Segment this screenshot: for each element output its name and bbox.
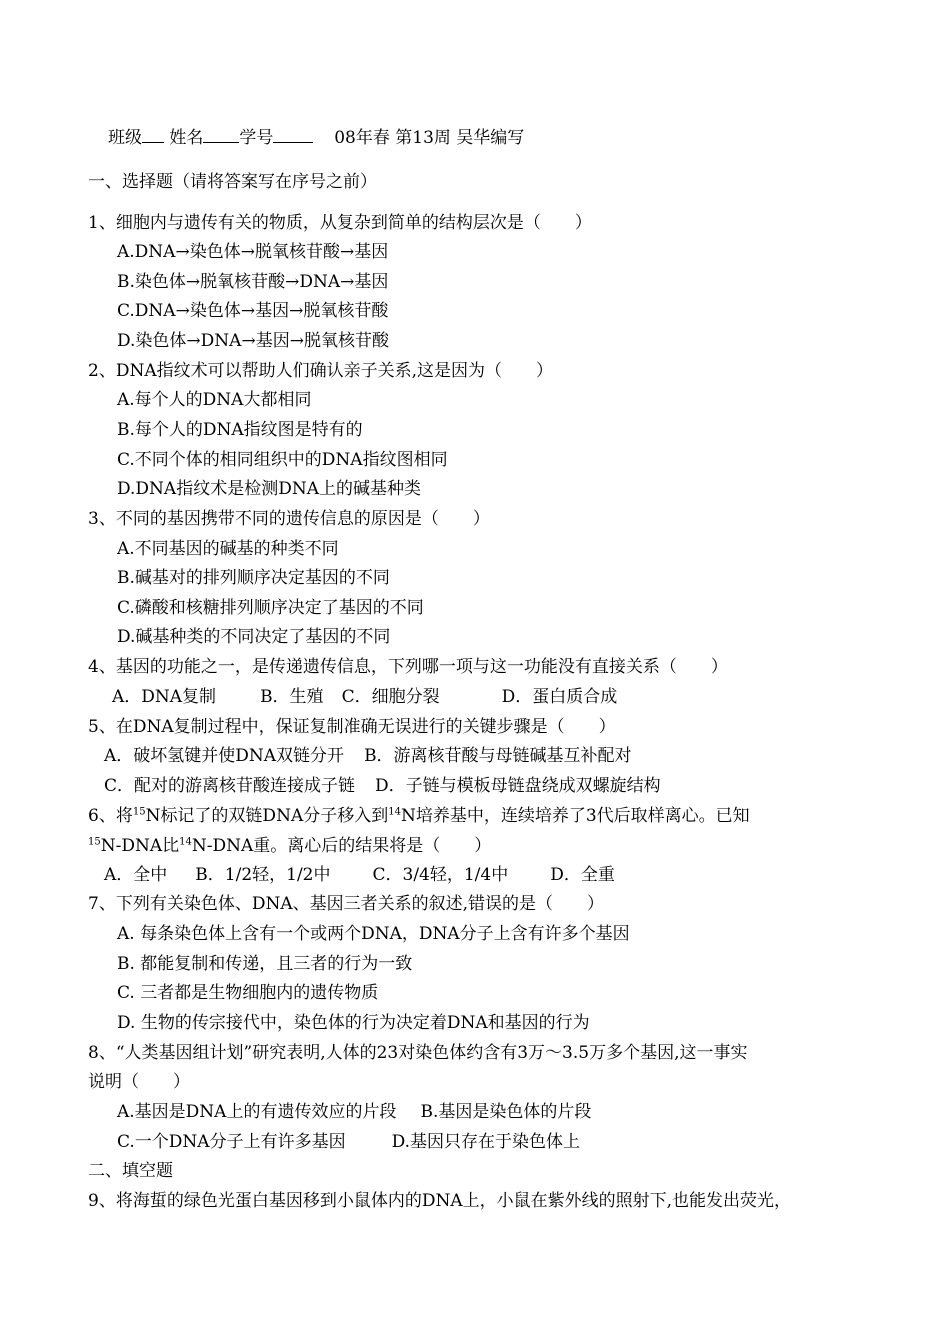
question-7-option-d: D. 生物的传宗接代中，染色体的行为决定着DNA和基因的行为: [117, 1013, 590, 1033]
question-6-stem-line-2: [88, 835, 491, 857]
question-8-option-a: A.基因是DNA上的有遗传效应的片段: [117, 1102, 397, 1122]
question-6-option-b: B．1/2轻，1/2中: [195, 865, 331, 885]
question-5-option-b: B．游离核苷酸与母链碱基互补配对: [364, 746, 632, 766]
id-blank[interactable]: [273, 126, 313, 143]
question-6-stem-line-1: [88, 805, 750, 827]
question-6-option-d: D．全重: [550, 865, 615, 885]
question-6-option-a: A．全中: [104, 865, 168, 885]
question-3-option-b: B.碱基对的排列顺序决定基因的不同: [117, 568, 390, 588]
isotope-superscript: 15: [132, 806, 146, 818]
header-line: [108, 126, 524, 149]
question-4-option-a: A．DNA复制: [112, 687, 217, 707]
question-8-option-c: C.一个DNA分子上有许多基因: [117, 1132, 346, 1152]
question-4-option-d: D．蛋白质合成: [501, 687, 618, 707]
question-6-text: 6、将: [88, 806, 133, 826]
question-2-option-a: A.每个人的DNA大都相同: [117, 390, 312, 410]
question-7-option-c: C. 三者都是生物细胞内的遗传物质: [117, 983, 379, 1003]
question-1-stem: 1、细胞内与遗传有关的物质，从复杂到简单的结构层次是（ ）: [88, 213, 592, 233]
question-7-stem: 7、下列有关染色体、DNA、基因三者关系的叙述,错误的是（ ）: [88, 894, 605, 914]
question-3-option-c: C.磷酸和核糖排列顺序决定了基因的不同: [117, 598, 424, 618]
question-8-options-row-2: [117, 1131, 580, 1153]
question-1-option-b: B.染色体→脱氧核苷酸→DNA→基因: [117, 272, 389, 292]
question-5-option-a: A．破坏氢键并使DNA双链分开: [104, 746, 345, 766]
question-9-stem: 9、将海蜇的绿色光蛋白基因移到小鼠体内的DNA上，小鼠在紫外线的照射下,也能发出荧光，: [88, 1191, 791, 1211]
question-6-option-c: C．3/4轻，1/4中: [372, 865, 509, 885]
name-label: 姓名: [169, 128, 204, 148]
question-3-option-a: A.不同基因的碱基的种类不同: [117, 539, 339, 559]
question-1-option-a: A.DNA→染色体→脱氧核苷酸→基因: [117, 242, 389, 262]
question-5-options-row-1: [104, 745, 632, 767]
question-8-stem-line-2: 说明（ ）: [88, 1072, 190, 1092]
question-2-option-d: D.DNA指纹术是检测DNA上的碱基种类: [117, 479, 421, 499]
question-5-options-row-2: [104, 775, 661, 797]
question-8-options-row-1: [117, 1101, 591, 1123]
question-5-option-d: D．子链与模板母链盘绕成双螺旋结构: [375, 776, 661, 796]
id-label: 学号: [239, 128, 274, 148]
question-1-option-d: D.染色体→DNA→基因→脱氧核苷酸: [117, 331, 389, 351]
question-8-stem-line-1: 8、“人类基因组计划”研究表明,人体的23对染色体约含有3万～3.5万多个基因,这一事实: [88, 1043, 748, 1063]
question-6-options: [104, 864, 615, 886]
question-7-option-a: A. 每条染色体上含有一个或两个DNA，DNA分子上含有许多个基因: [117, 924, 630, 944]
question-8-option-b: B.基因是染色体的片段: [420, 1102, 592, 1122]
name-blank[interactable]: [203, 126, 239, 143]
section-title-fill: 二、填空题: [88, 1161, 173, 1181]
question-7-option-b: B. 都能复制和传递，且三者的行为一致: [117, 954, 413, 974]
isotope-superscript: 14: [179, 836, 192, 848]
question-2-option-b: B.每个人的DNA指纹图是特有的: [117, 420, 363, 440]
question-2-option-c: C.不同个体的相同组织中的DNA指纹图相同: [117, 450, 448, 470]
question-5-option-c: C．配对的游离核苷酸连接成子链: [104, 776, 356, 796]
question-1-option-c: C.DNA→染色体→基因→脱氧核苷酸: [117, 301, 389, 321]
question-3-option-d: D.碱基种类的不同决定了基因的不同: [117, 627, 391, 647]
question-5-stem: 5、在DNA复制过程中，保证复制准确无误进行的关键步骤是（ ）: [88, 717, 616, 737]
isotope-superscript: 15: [88, 836, 101, 848]
question-4-option-c: C．细胞分裂: [341, 687, 440, 707]
question-6-text: N-DNA重。离心后的结果将是（ ）: [191, 836, 492, 856]
isotope-superscript: 14: [388, 806, 401, 818]
question-2-stem: 2、DNA指纹术可以帮助人们确认亲子关系,这是因为（ ）: [88, 361, 554, 381]
question-3-stem: 3、不同的基因携带不同的遗传信息的原因是（ ）: [88, 509, 490, 529]
section-title-choice: 一、选择题（请将答案写在序号之前）: [88, 172, 377, 192]
question-4-stem: 4、基因的功能之一，是传递遗传信息，下列哪一项与这一功能没有直接关系（ ）: [88, 657, 728, 677]
class-blank[interactable]: [142, 126, 164, 143]
class-label: 班级: [108, 128, 142, 148]
question-8-option-d: D.基因只存在于染色体上: [391, 1132, 581, 1152]
question-6-text: N标记了的双链DNA分子移入到: [145, 806, 389, 826]
question-6-text: N培养基中，连续培养了3代后取样离心。已知: [400, 806, 750, 826]
header-info: 08年春 第13周 吴华编写: [334, 128, 525, 148]
question-4-option-b: B．生殖: [260, 687, 324, 707]
question-4-options: [112, 686, 617, 708]
question-6-text: N-DNA比: [100, 836, 180, 856]
